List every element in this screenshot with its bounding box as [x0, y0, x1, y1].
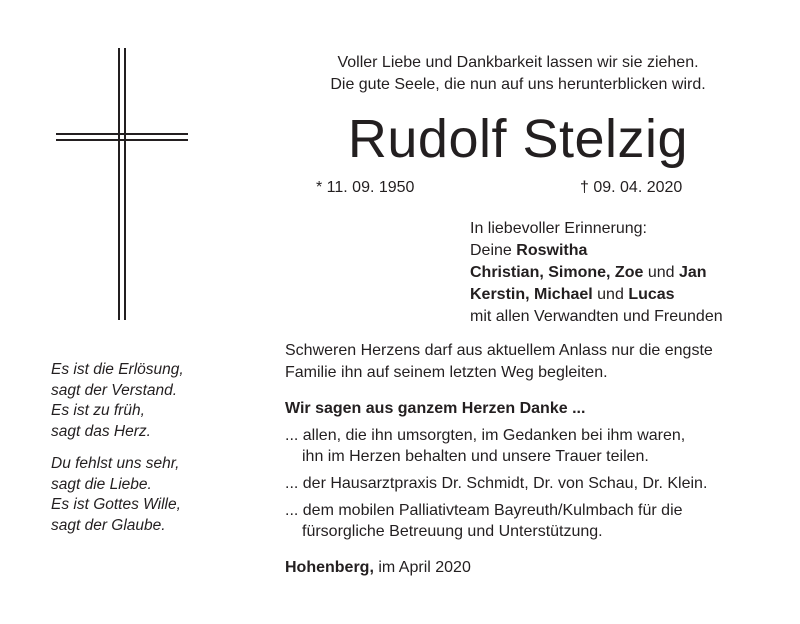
thanks-line: ... dem mobilen Palliativteam Bayreuth/Kulmbach für die: [285, 502, 683, 519]
date: im April 2020: [378, 559, 471, 576]
thanks-line: ... allen, die ihn umsorgten, im Gedanken bei ihm waren,: [285, 427, 686, 444]
deine-label: Deine: [470, 242, 512, 259]
birth-date: * 11. 09. 1950: [316, 179, 415, 196]
poem-line: Du fehlst uns sehr,: [51, 455, 180, 472]
family-children-line: [470, 262, 723, 284]
poem-line: sagt der Glaube.: [51, 516, 166, 534]
death-date: † 09. 04. 2020: [580, 179, 683, 196]
poem-line: Es ist Gottes Wille,: [51, 496, 181, 513]
notice-line: Schweren Herzens darf aus aktuellem Anlass nur die engste: [285, 342, 713, 359]
place: Hohenberg,: [285, 559, 374, 576]
grandchildren-names: Kerstin, Michael: [470, 286, 593, 303]
thanks-line: fürsorgliche Betreuung und Unterstützung.: [302, 523, 603, 540]
notice-line: Familie ihn auf seinem letzten Weg begleiten.: [285, 364, 608, 381]
poem-line: sagt der Verstand.: [51, 381, 178, 399]
thanks-line: ihn im Herzen behalten und unsere Trauer teilen.: [302, 448, 649, 465]
poem-line: Es ist die Erlösung,: [51, 361, 184, 378]
und-label: und: [597, 286, 624, 303]
place-date: [285, 557, 471, 579]
family-signature: [470, 218, 723, 328]
thanks-item: [285, 500, 707, 542]
thanks-item: [285, 425, 707, 467]
thanks-line: ... der Hausarztpraxis Dr. Schmidt, Dr. von Schau, Dr. Klein.: [285, 475, 708, 492]
thanks-item: [285, 473, 707, 494]
poem-stanza: [51, 360, 184, 442]
wife-name: Roswitha: [516, 242, 588, 259]
family-relatives: mit allen Verwandten und Freunden: [470, 308, 723, 325]
cross-icon: [56, 48, 188, 320]
poem: [51, 360, 184, 536]
deceased-name: Rudolf Stelzig: [347, 109, 689, 169]
family-grandchildren-line: [470, 284, 723, 306]
quote-line: Die gute Seele, die nun auf uns herunterblicken wird.: [330, 76, 706, 93]
child-name: Jan: [678, 264, 707, 281]
grandchild-name: Lucas: [628, 286, 675, 303]
und-label: und: [647, 264, 675, 281]
poem-line: sagt die Liebe.: [51, 475, 152, 493]
family-intro: In liebevoller Erinnerung:: [470, 220, 647, 237]
quote-line: Voller Liebe und Dankbarkeit lassen wir sie ziehen.: [337, 54, 699, 71]
poem-stanza: [51, 454, 184, 536]
children-names: Christian, Simone, Zoe: [470, 264, 644, 281]
poem-line: Es ist zu früh,: [51, 402, 145, 419]
opening-quote: [290, 52, 746, 96]
thanks-list: [285, 425, 707, 548]
poem-line: sagt das Herz.: [51, 422, 151, 440]
thanks-heading: Wir sagen aus ganzem Herzen Danke ...: [285, 400, 586, 417]
family-wife-line: [470, 240, 723, 262]
funeral-notice: [285, 340, 713, 384]
